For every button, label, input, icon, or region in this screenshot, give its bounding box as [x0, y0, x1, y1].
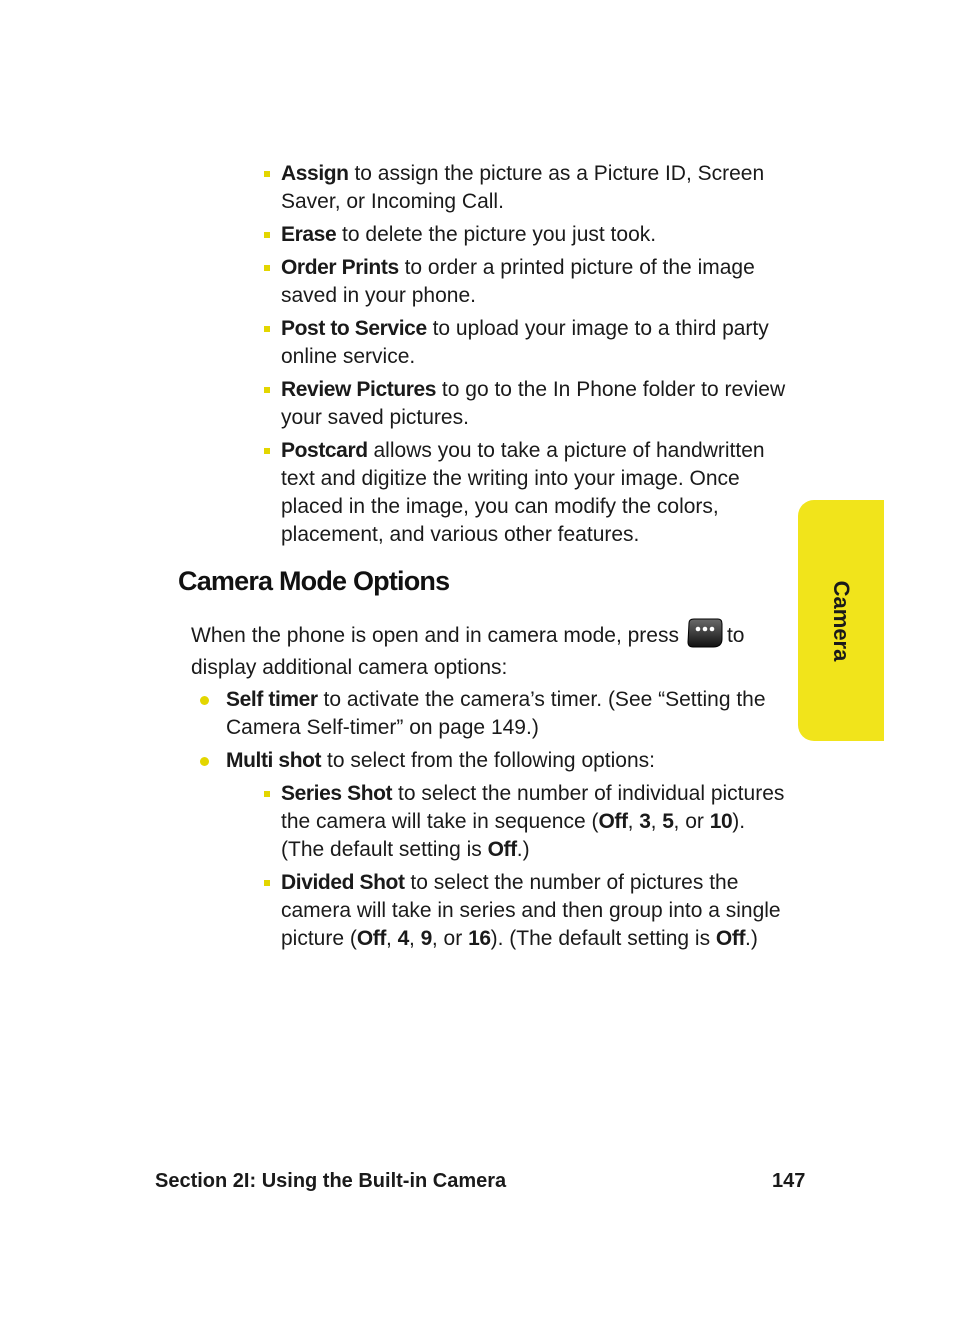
square-bullet-icon: [264, 326, 270, 332]
multi-shot-options-list: [262, 780, 792, 958]
picture-options-list: [262, 160, 792, 554]
list-item: Divided Shot to select the number of pictures the camera will take in series and then group into a single picture (Off, 4, 9, or 16). (The default setting is Off.): [262, 869, 792, 953]
list-item: Erase to delete the picture you just took.: [262, 221, 792, 249]
square-bullet-icon: [264, 791, 270, 797]
list-item: Self timer to activate the camera’s timer. (See “Setting the Camera Self-timer” on page 149.): [191, 686, 791, 742]
intro-paragraph: When the phone is open and in camera mode, press to display additional camera options:: [191, 620, 791, 684]
round-bullet-icon: [200, 757, 209, 766]
list-item: Postcard allows you to take a picture of handwritten text and digitize the writing into your image. Once placed in the image, you can modify the colors, placement, and various other features.: [262, 437, 792, 549]
list-item: Multi shot to select from the following options:: [191, 747, 791, 775]
list-item: Review Pictures to go to the In Phone folder to review your saved pictures.: [262, 376, 792, 432]
section-heading: Camera Mode Options: [178, 566, 450, 596]
footer-section-title: Section 2I: Using the Built-in Camera: [155, 1170, 507, 1192]
square-bullet-icon: [264, 171, 270, 177]
chapter-tab-label: Camera: [829, 580, 854, 661]
square-bullet-icon: [264, 387, 270, 393]
camera-options-list: [191, 686, 791, 780]
list-item: Assign to assign the picture as a Picture ID, Screen Saver, or Incoming Call.: [262, 160, 792, 216]
round-bullet-icon: [200, 696, 209, 705]
list-item: Order Prints to order a printed picture of the image saved in your phone.: [262, 254, 792, 310]
chapter-tab: [798, 500, 884, 741]
page-number: 147: [772, 1170, 806, 1192]
square-bullet-icon: [264, 232, 270, 238]
list-item: Post to Service to upload your image to a third party online service.: [262, 315, 792, 371]
square-bullet-icon: [264, 265, 270, 271]
list-item: Series Shot to select the number of individual pictures the camera will take in sequence (Off, 3, 5, or 10). (The default setting is Off.): [262, 780, 792, 864]
square-bullet-icon: [264, 448, 270, 454]
square-bullet-icon: [264, 880, 270, 886]
options-key-icon: [685, 617, 723, 649]
